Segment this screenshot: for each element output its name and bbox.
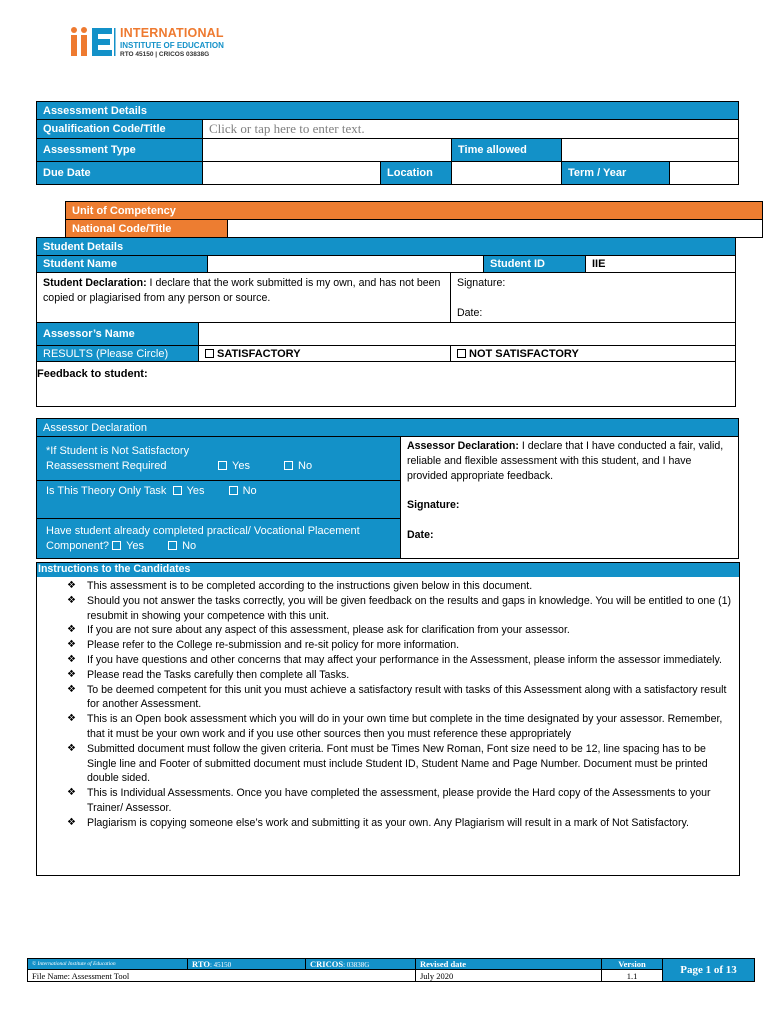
logo-subtitle: INSTITUTE OF EDUCATION <box>120 41 224 50</box>
time-allowed-field[interactable] <box>562 139 739 162</box>
instruction-item <box>67 683 733 713</box>
theory-only-row <box>37 481 401 519</box>
time-allowed-label: Time allowed <box>452 139 562 162</box>
assessor-declaration-header: Assessor Declaration <box>37 419 739 437</box>
instruction-text: To be deemed competent for this unit you must achieve a satisfactory result with tasks of this Assessment along with a satisfactory result for another Assessment. <box>87 683 727 711</box>
student-details-table <box>36 237 736 407</box>
reassess-no-checkbox-icon[interactable] <box>284 461 293 470</box>
student-date-label: Date: <box>457 307 483 319</box>
practical-row <box>37 519 401 559</box>
instruction-item <box>67 786 733 816</box>
unit-of-competency-label: Unit of Competency <box>66 202 763 220</box>
satisfactory-option[interactable] <box>199 346 451 362</box>
satisfactory-checkbox-icon[interactable] <box>205 349 214 358</box>
theory-no-label: No <box>242 485 257 497</box>
instruction-item <box>67 712 733 742</box>
diamond-bullet-icon: ❖ <box>67 580 76 591</box>
diamond-bullet-icon: ❖ <box>67 624 76 636</box>
diamond-bullet-icon: ❖ <box>67 787 76 799</box>
assessor-declaration-heading: Assessor Declaration: <box>407 440 519 452</box>
footer-revised-label: Revised date <box>416 959 602 970</box>
assessment-type-field[interactable] <box>203 139 452 162</box>
instruction-item <box>67 594 733 624</box>
instruction-text: Please refer to the College re-submission and re-sit policy for more information. <box>87 639 460 652</box>
feedback-cell[interactable] <box>37 362 736 407</box>
student-signature-label: Signature: <box>457 277 506 289</box>
not-satisfactory-label: NOT SATISFACTORY <box>469 347 579 360</box>
instruction-item <box>67 668 733 683</box>
results-label: RESULTS (Please Circle) <box>37 346 199 362</box>
qualification-field[interactable] <box>203 120 739 139</box>
assessor-date-label: Date: <box>407 529 434 541</box>
location-field[interactable] <box>452 162 562 185</box>
footer-copyright: © International Institute of Education <box>28 959 188 970</box>
footer-version-label: Version <box>602 959 663 970</box>
theory-only-label: Is This Theory Only Task <box>46 485 167 497</box>
theory-yes-checkbox-icon[interactable] <box>173 486 182 495</box>
qualification-label: Qualification Code/Title <box>37 120 203 139</box>
reassessment-line1: *If Student is Not Satisfactory <box>46 444 190 457</box>
instruction-item <box>67 653 733 668</box>
practical-yes-label: Yes <box>126 539 145 552</box>
instruction-text: If you have questions and other concerns that may affect your performance in the Assessment, please inform the assessor immediately. <box>87 653 722 666</box>
location-label: Location <box>381 162 452 185</box>
assessor-declaration-cell[interactable] <box>401 437 739 559</box>
instruction-text: Plagiarism is copying someone else’s work and submitting it as your own. Any Plagiarism will result in a mark of Not Satisfactory. <box>87 816 689 829</box>
instructions-header: Instructions to the Candidates <box>37 563 739 577</box>
practical-no-checkbox-icon[interactable] <box>168 541 177 550</box>
iie-logo-icon <box>70 26 116 58</box>
assessor-name-field[interactable] <box>199 323 736 346</box>
footer-file-name: File Name: Assessment Tool <box>28 970 416 982</box>
student-declaration <box>37 273 451 323</box>
assessor-declaration-text: I declare that I have conducted a fair, valid, reliable and flexible assessment with this student, and I have provided appropriate feedback. <box>407 440 724 482</box>
instruction-text: Submitted document must follow the given criteria. Font must be Times New Roman, Font size need to be 12, line spacing has to be Single line and Footer of submitted document must include Student ID, Student Name and Page Number. Document must be printed double sided. <box>87 742 708 785</box>
reassessment-line2 <box>46 459 394 474</box>
assessor-name-label: Assessor’s Name <box>37 323 199 346</box>
instruction-text: This is Individual Assessments. Once you have completed the assessment, please provide the Hard copy of the Assessments to your Trainer/ Assessor. <box>87 787 711 814</box>
diamond-bullet-icon: ❖ <box>67 742 76 754</box>
practical-no-label: No <box>182 539 197 552</box>
footer-rto-value: : 45150 <box>209 961 232 969</box>
student-declaration-heading: Student Declaration: <box>43 277 147 289</box>
instruction-text: Please read the Tasks carefully then complete all Tasks. <box>87 668 350 681</box>
due-date-field[interactable] <box>203 162 381 185</box>
logo-title: INTERNATIONAL <box>120 26 224 40</box>
student-declaration-text: I declare that the work submitted is my own, and has not been copied or plagiarised from any person or source. <box>43 277 441 304</box>
instruction-item <box>67 816 733 831</box>
instruction-item <box>67 623 733 638</box>
term-year-label: Term / Year <box>562 162 670 185</box>
practical-label: Component? <box>46 539 109 552</box>
assessment-details-header: Assessment Details <box>37 102 739 120</box>
instruction-item <box>67 742 733 786</box>
reassessment-label: Reassessment Required <box>46 459 167 472</box>
practical-line1: Have student already completed practical/ Vocational Placement <box>46 524 360 537</box>
footer-table <box>27 958 755 982</box>
assessment-details-table <box>36 101 739 185</box>
practical-yes-checkbox-icon[interactable] <box>112 541 121 550</box>
logo-text <box>120 26 224 58</box>
instructions-box <box>36 562 740 876</box>
diamond-bullet-icon: ❖ <box>67 713 76 725</box>
diamond-bullet-icon: ❖ <box>67 668 76 680</box>
footer-cricos <box>306 959 416 970</box>
diamond-bullet-icon: ❖ <box>67 653 76 665</box>
diamond-bullet-icon: ❖ <box>67 594 76 606</box>
reassessment-row <box>37 437 401 481</box>
student-name-field[interactable] <box>208 256 484 273</box>
not-satisfactory-option[interactable] <box>451 346 736 362</box>
practical-line2 <box>46 539 394 554</box>
footer-version-value: 1.1 <box>602 970 663 982</box>
assessment-type-label: Assessment Type <box>37 139 203 162</box>
instruction-text: This is an Open book assessment which you will do in your own time but complete in the time designated by your assessor. Remember, that it must be your own work and if you use other sources then you must reference these appropriately <box>87 713 723 740</box>
satisfactory-label: SATISFACTORY <box>217 347 301 360</box>
footer-rto-label: RTO <box>192 959 210 969</box>
feedback-label: Feedback to student: <box>37 368 148 380</box>
reassess-yes-checkbox-icon[interactable] <box>218 461 227 470</box>
instruction-text: This assessment is to be completed according to the instructions given below in this document. <box>87 580 533 592</box>
instruction-text: If you are not sure about any aspect of this assessment, please ask for clarification from your assessor. <box>87 624 570 637</box>
reassess-yes-label: Yes <box>232 459 250 472</box>
instruction-item <box>67 638 733 653</box>
student-id-field[interactable]: IIE <box>586 256 736 273</box>
assessor-signature-label: Signature: <box>407 499 460 511</box>
student-details-header: Student Details <box>37 238 736 256</box>
due-date-label: Due Date <box>37 162 203 185</box>
diamond-bullet-icon: ❖ <box>67 683 76 695</box>
unit-table <box>65 201 763 238</box>
instruction-item <box>67 579 733 594</box>
footer-rto <box>188 959 306 970</box>
instructions-list <box>37 577 739 835</box>
qualification-placeholder: Click or tap here to enter text. <box>209 121 365 136</box>
student-signature-cell[interactable] <box>451 273 736 323</box>
reassess-no-label: No <box>298 459 313 472</box>
instruction-text: Should you not answer the tasks correctly, you will be given feedback on the results and gaps in knowledge. You will be entitled to one (1) resubmit in showing your competence with this unit. <box>87 594 732 622</box>
footer-revised-value: July 2020 <box>416 970 602 982</box>
national-code-field[interactable] <box>228 220 763 238</box>
assessor-declaration-table <box>36 418 739 559</box>
footer-page-number: Page 1 of 13 <box>663 959 755 982</box>
term-year-field[interactable] <box>670 162 739 185</box>
logo-codes: RTO 45150 | CRICOS 03838G <box>120 51 210 58</box>
diamond-bullet-icon: ❖ <box>67 639 76 651</box>
theory-no-checkbox-icon[interactable] <box>229 486 238 495</box>
national-code-label: National Code/Title <box>66 220 228 238</box>
theory-yes-label: Yes <box>186 485 205 497</box>
student-id-label: Student ID <box>484 256 586 273</box>
student-name-label: Student Name <box>37 256 208 273</box>
footer-cricos-value: : 03838G <box>343 961 370 969</box>
not-satisfactory-checkbox-icon[interactable] <box>457 349 466 358</box>
footer-cricos-label: CRICOS <box>310 959 344 969</box>
diamond-bullet-icon: ❖ <box>67 816 76 828</box>
